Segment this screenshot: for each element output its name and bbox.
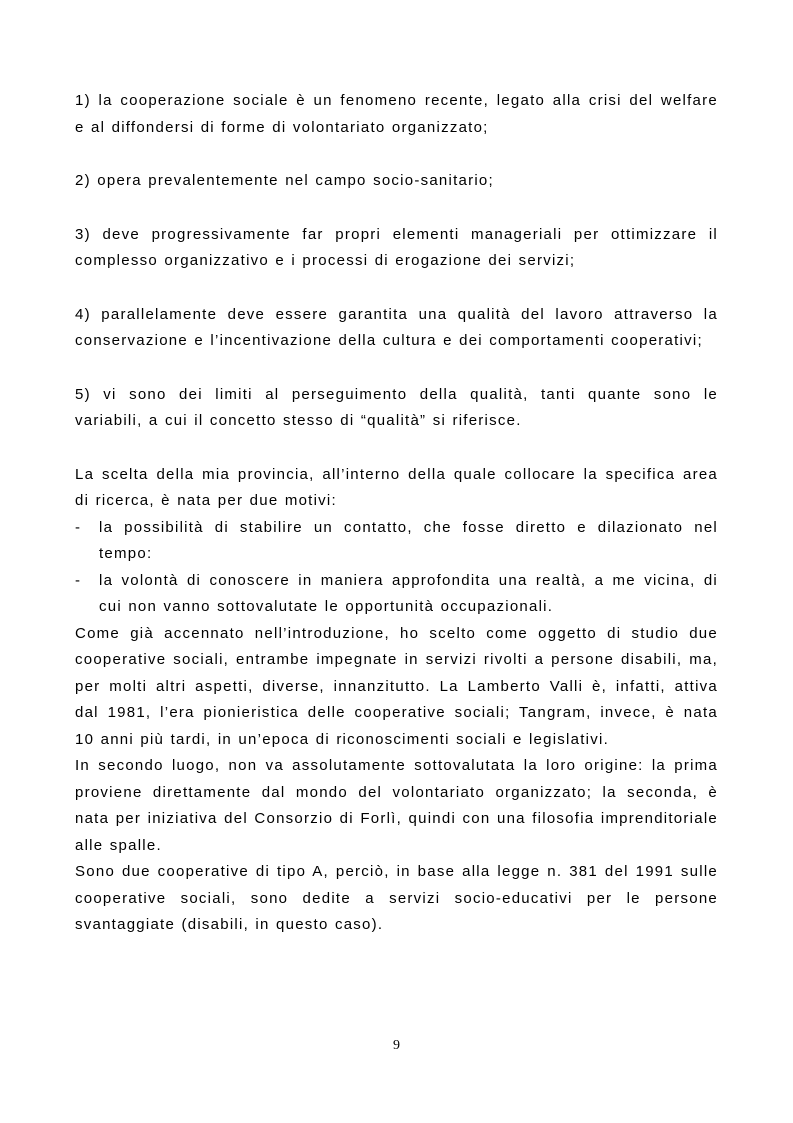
list-item <box>75 515 718 568</box>
numbered-point-4: 4) parallelamente deve essere garantita una qualità del lavoro attraverso la conservazione e l’incentivazione della cultura e dei comportamenti cooperativi; <box>75 305 718 349</box>
body-paragraph-1: Come già accennato nell’introduzione, ho scelto come oggetto di studio due cooperative sociali, entrambe impegnate in servizi rivolti a persone disabili, ma, per molti altri aspetti, diverse, innanzitutto. La Lamberto Valli è, infatti, attiva dal 1981, l’era pionieristica delle cooperative sociali; Tangram, invece, è nata 10 anni più tardi, in un’epoca di riconoscimenti sociali e legislativi. <box>75 624 718 748</box>
numbered-point-2: 2) opera prevalentemente nel campo socio-sanitario; <box>75 172 494 189</box>
bullet-dash: - <box>75 571 82 589</box>
list-item <box>75 568 718 621</box>
numbered-point-1: 1) la cooperazione sociale è un fenomeno recente, legato alla crisi del welfare e al diffondersi di forme di volontariato organizzato; <box>75 92 718 136</box>
bullet-dash: - <box>75 518 82 536</box>
body-paragraph-2: In secondo luogo, non va assolutamente sottovalutata la loro origine: la prima proviene direttamente dal mondo del volontariato organizzato; la seconda, è nata per iniziativa del Consorzio di Forlì, quindi con una filosofia imprenditoriale alle spalle. <box>75 757 718 854</box>
reasons-list <box>75 515 718 621</box>
intro-paragraph: La scelta della mia provincia, all’interno della quale collocare la specifica area di ricerca, è nata per due motivi: <box>75 465 718 509</box>
list-item-text: la volontà di conoscere in maniera approfondita una realtà, a me vicina, di cui non vanno sottovalutate le opportunità occupazionali. <box>99 571 718 615</box>
list-item-text: la possibilità di stabilire un contatto, che fosse diretto e dilazionato nel tempo: <box>99 518 718 562</box>
numbered-point-3: 3) deve progressivamente far propri elementi manageriali per ottimizzare il complesso organizzativo e i processi di erogazione dei servizi; <box>75 225 718 269</box>
numbered-point-5: 5) vi sono dei limiti al perseguimento della qualità, tanti quante sono le variabili, a cui il concetto stesso di “qualità” si riferisce. <box>75 385 718 429</box>
page-body <box>75 88 718 939</box>
page-number: 9 <box>393 1038 400 1053</box>
body-paragraph-3: Sono due cooperative di tipo A, perciò, in base alla legge n. 381 del 1991 sulle cooperative sociali, sono dedite a servizi socio-educativi per le persone svantaggiate (disabili, in questo caso). <box>75 863 718 933</box>
